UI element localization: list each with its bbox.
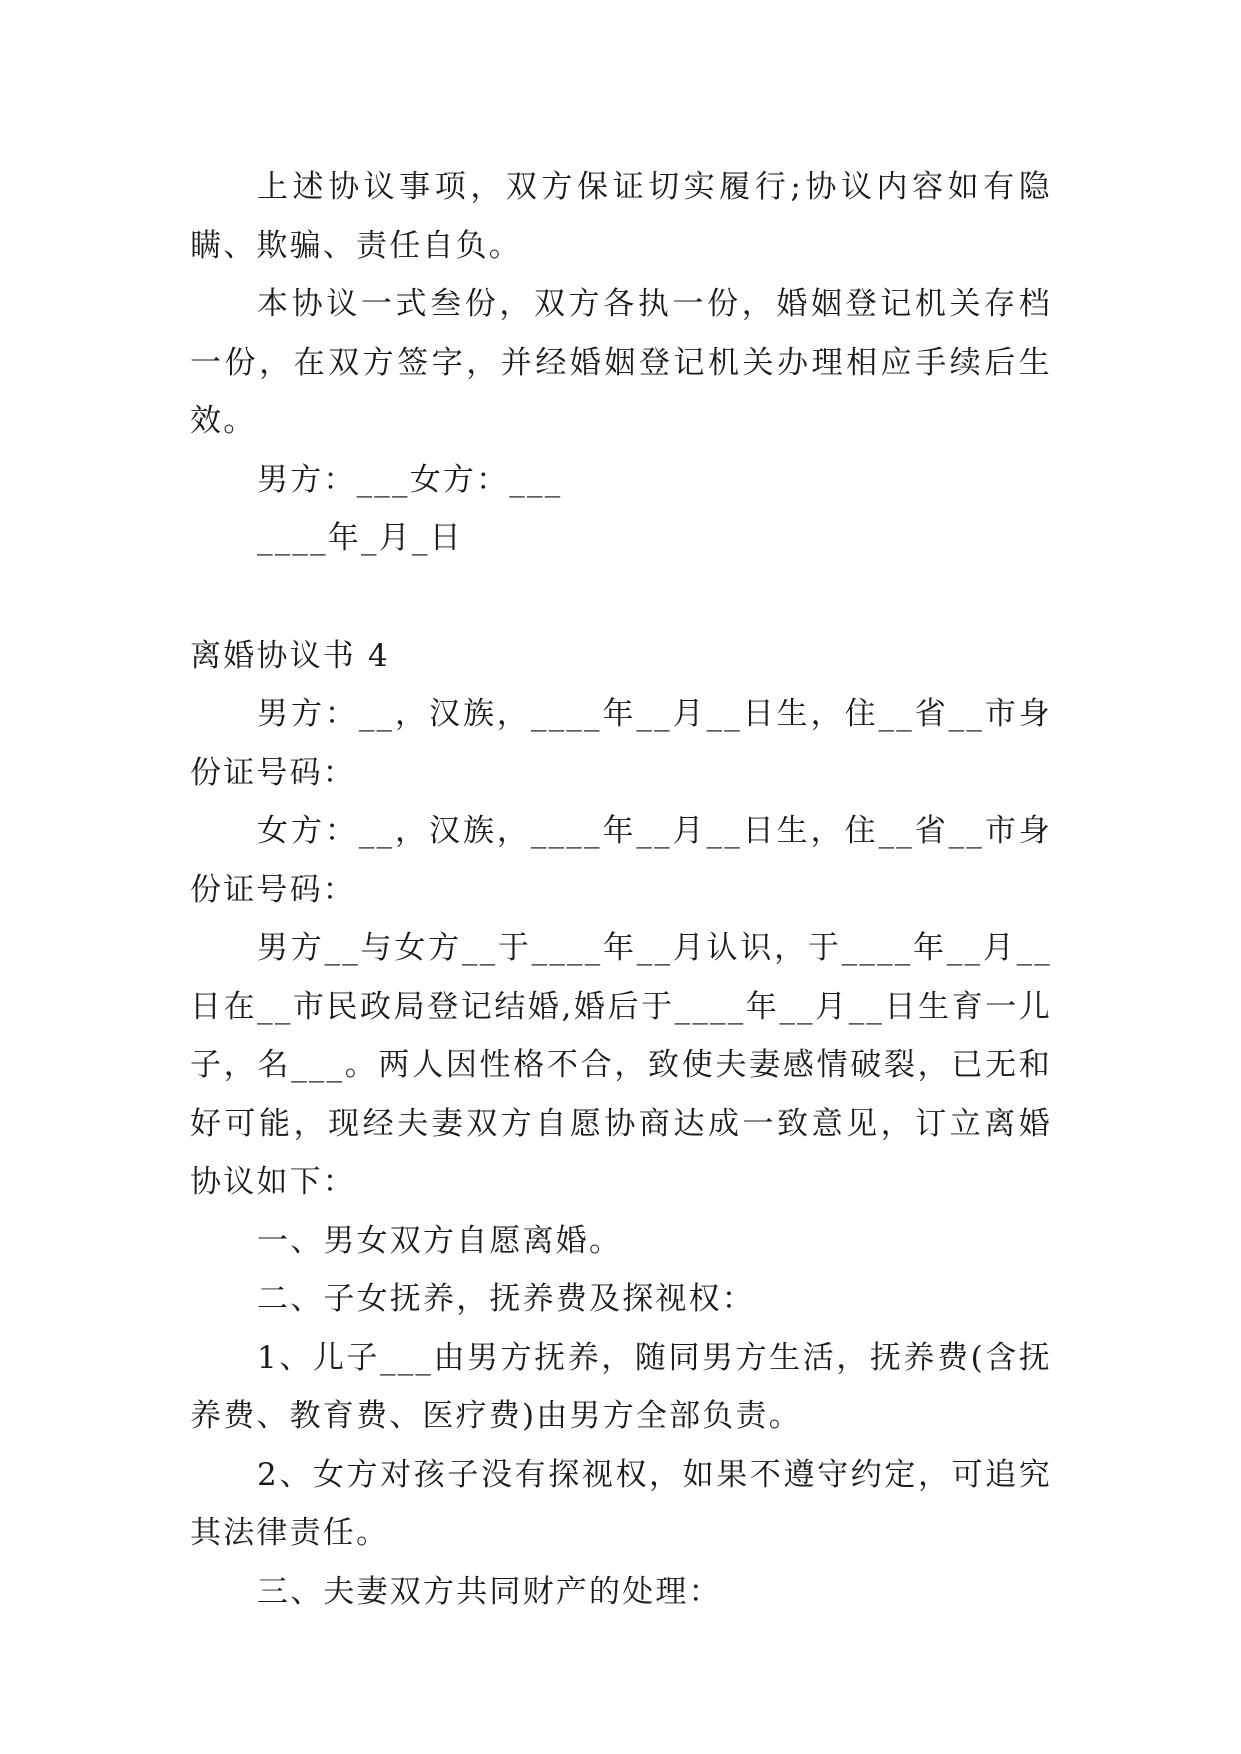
document-body	[190, 158, 1052, 1621]
clause-2-1-custody: 1、儿子___由男方抚养，随同男方生活，抚养费(含抚养费、教育费、医疗费)由男方全部负责。	[190, 1339, 1052, 1434]
date-line: ____年_月_日	[257, 520, 463, 556]
clause-3-property-heading: 三、夫妻双方共同财产的处理：	[257, 1573, 722, 1610]
clause-2-custody-heading: 二、子女抚养，抚养费及探视权：	[257, 1281, 755, 1317]
paragraph-copies-clause: 本协议一式叁份，双方各执一份，婚姻登记机关存档一份，在双方签字，并经婚姻登记机关办理相应手续后生效。	[190, 286, 1052, 439]
paragraph-male-party: 男方：__，汉族，____年__月__日生，住__省__市身份证号码：	[190, 696, 1052, 791]
paragraph-female-party: 女方：__，汉族，____年__月__日生，住__省__市身份证号码：	[190, 813, 1052, 908]
paragraph-fulfillment-clause: 上述协议事项，双方保证切实履行;协议内容如有隐瞒、欺骗、责任自负。	[190, 169, 1052, 264]
section-title: 离婚协议书 4	[190, 637, 390, 674]
clause-2-2-visitation: 2、女方对孩子没有探视权，如果不遵守约定，可追究其法律责任。	[190, 1456, 1052, 1551]
section-spacer	[190, 568, 1052, 627]
clause-1-divorce: 一、男女双方自愿离婚。	[257, 1222, 623, 1259]
signature-line: 男方：___女方：___	[257, 461, 563, 498]
paragraph-marriage-background: 男方__与女方__于____年__月认识，于____年__月__日在__市民政局登记结婚,婚后于____年__月__日生育一儿子，名___。两人因性格不合，致使夫妻感情破裂，已无和好可能，现经夫妻双方自愿协商达成一致意见，订立离婚协议如下：	[190, 930, 1052, 1200]
